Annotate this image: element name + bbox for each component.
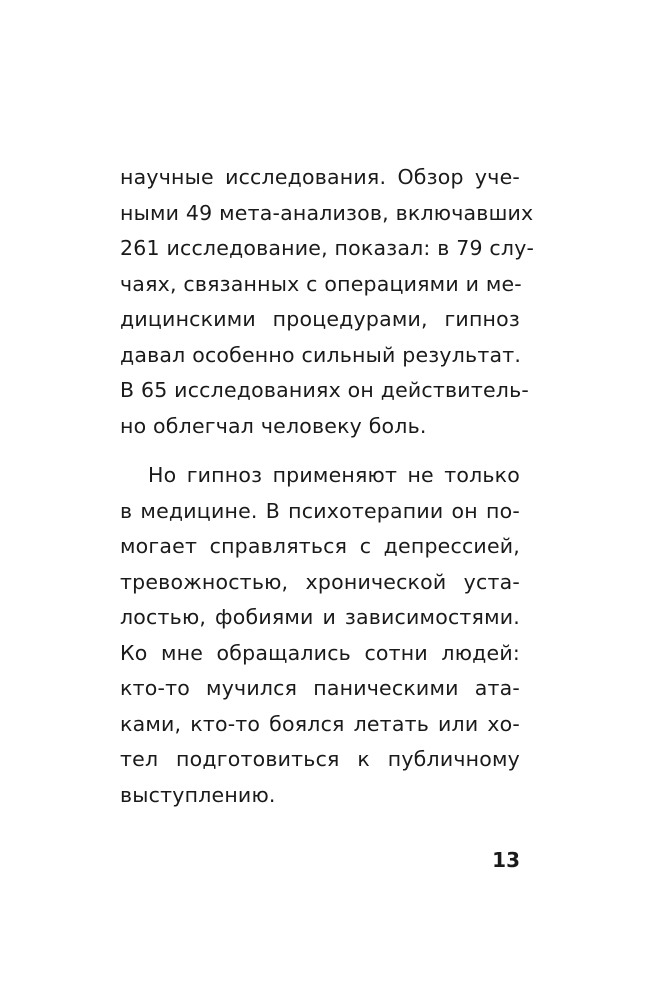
- paragraph-line: могает справляться с депрессией,: [120, 534, 520, 558]
- paragraph-line: ками, кто-то боялся летать или хо-: [120, 711, 520, 736]
- paragraph-line: в медицине. В психотерапии он по-: [120, 498, 520, 523]
- paragraph-line: ными 49 мета-анализов, включавших: [120, 200, 534, 225]
- page-number: 13: [492, 848, 520, 872]
- paragraph-line: Но гипноз применяют не только: [148, 463, 520, 487]
- paragraph-1: [120, 160, 535, 444]
- paragraph-line: научные исследования. Обзор уче-: [120, 165, 520, 189]
- paragraph-line: 261 исследование, показал: в 79 слу-: [120, 236, 535, 260]
- paragraph-line: давал особенно сильный результат.: [120, 342, 522, 367]
- paragraph-line: дицинскими процедурами, гипноз: [120, 307, 520, 331]
- paragraph-line: В 65 исследованиях он действитель-: [120, 378, 529, 402]
- paragraph-line: но облегчал человеку боль.: [120, 413, 427, 438]
- paragraph-line: выступлению.: [120, 782, 276, 807]
- paragraph-line: Ко мне обращались сотни людей:: [120, 640, 520, 665]
- paragraph-line: чаях, связанных с операциями и ме-: [120, 271, 522, 296]
- paragraph-2: [120, 458, 520, 813]
- paragraph-line: лостью, фобиями и зависимостями.: [120, 605, 520, 629]
- paragraph-line: тревожностью, хронической уста-: [120, 569, 520, 594]
- paragraph-line: тел подготовиться к публичному: [120, 747, 520, 771]
- paragraph-line: кто-то мучился паническими ата-: [120, 676, 520, 700]
